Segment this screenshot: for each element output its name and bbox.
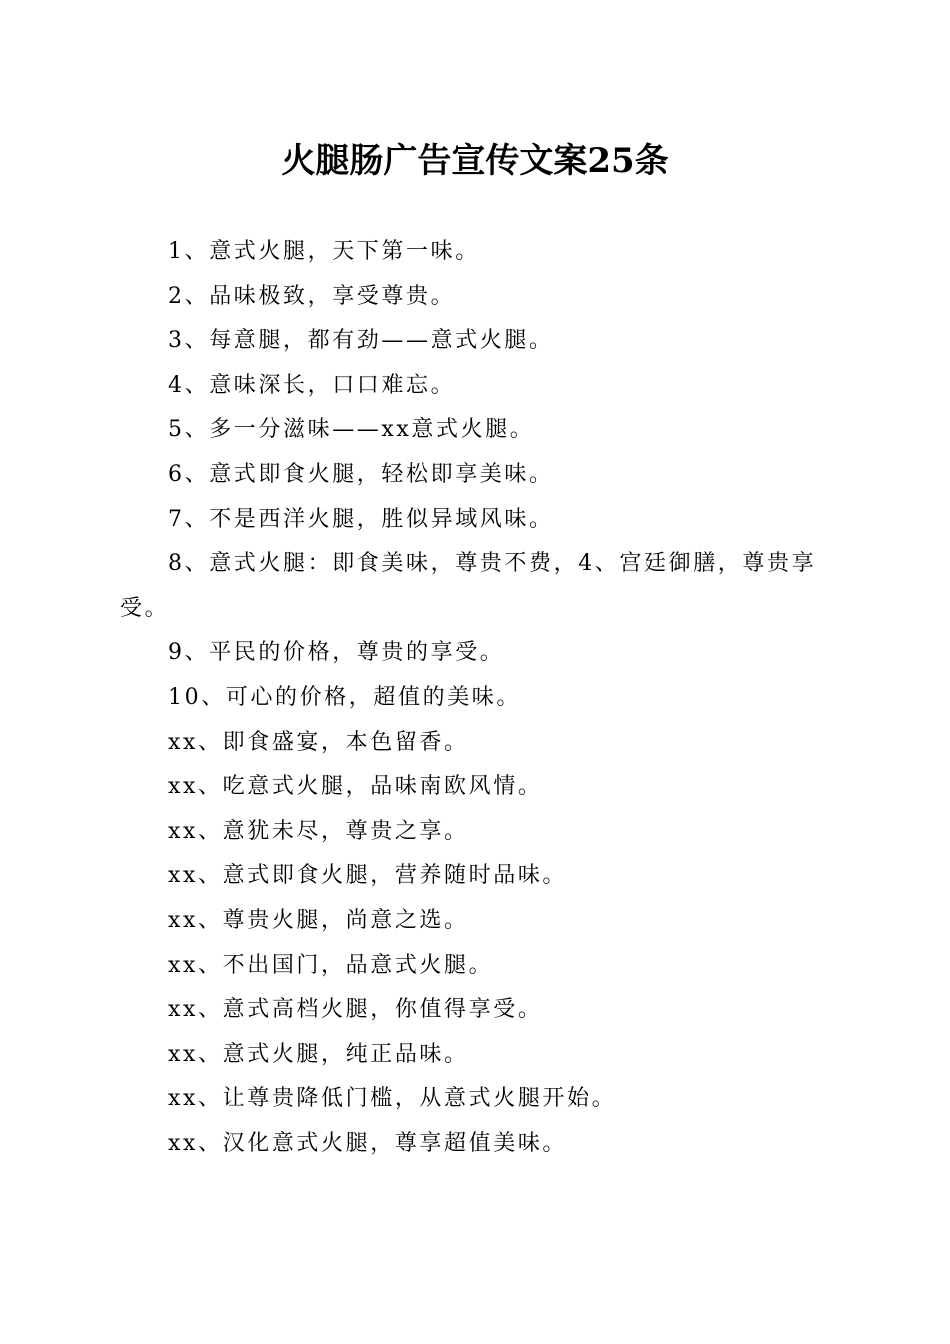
slogan-16: xx、不出国门，品意式火腿。 [168, 952, 494, 978]
slogan-2: 2、品味极致，享受尊贵。 [168, 283, 456, 309]
slogan-7: 7、不是西洋火腿，胜似异域风味。 [168, 506, 554, 532]
slogan-11: xx、即食盛宴，本色留香。 [168, 729, 469, 755]
slogan-5: 5、多一分滋味——xx意式火腿。 [168, 417, 535, 443]
document-body [120, 230, 830, 1166]
slogan-18: xx、意式火腿，纯正品味。 [168, 1041, 469, 1067]
slogan-10: 10、可心的价格，超值的美味。 [168, 684, 521, 710]
slogan-9: 9、平民的价格，尊贵的享受。 [168, 640, 505, 666]
slogan-13: xx、意犹未尽，尊贵之享。 [168, 818, 469, 844]
slogan-4: 4、意味深长，口口难忘。 [168, 372, 456, 398]
slogan-6: 6、意式即食火腿，轻松即享美味。 [168, 461, 554, 487]
document-title: 火腿肠广告宣传文案25条 [281, 141, 669, 181]
slogan-3: 3、每意腿，都有劲——意式火腿。 [168, 328, 554, 354]
slogan-12: xx、吃意式火腿，品味南欧风情。 [168, 774, 543, 800]
slogan-14: xx、意式即食火腿，营养随时品味。 [168, 863, 568, 889]
slogan-1: 1、意式火腿，天下第一味。 [168, 239, 480, 264]
slogan-15: xx、尊贵火腿，尚意之选。 [168, 907, 469, 933]
slogan-17: xx、意式高档火腿，你值得享受。 [168, 997, 543, 1023]
slogan-8: 8、意式火腿：即食美味，尊贵不费，4、宫廷御膳，尊贵享受。 [120, 551, 817, 621]
slogan-19: xx、让尊贵降低门槛，从意式火腿开始。 [168, 1086, 617, 1112]
slogan-20: xx、汉化意式火腿，尊享超值美味。 [168, 1130, 568, 1156]
